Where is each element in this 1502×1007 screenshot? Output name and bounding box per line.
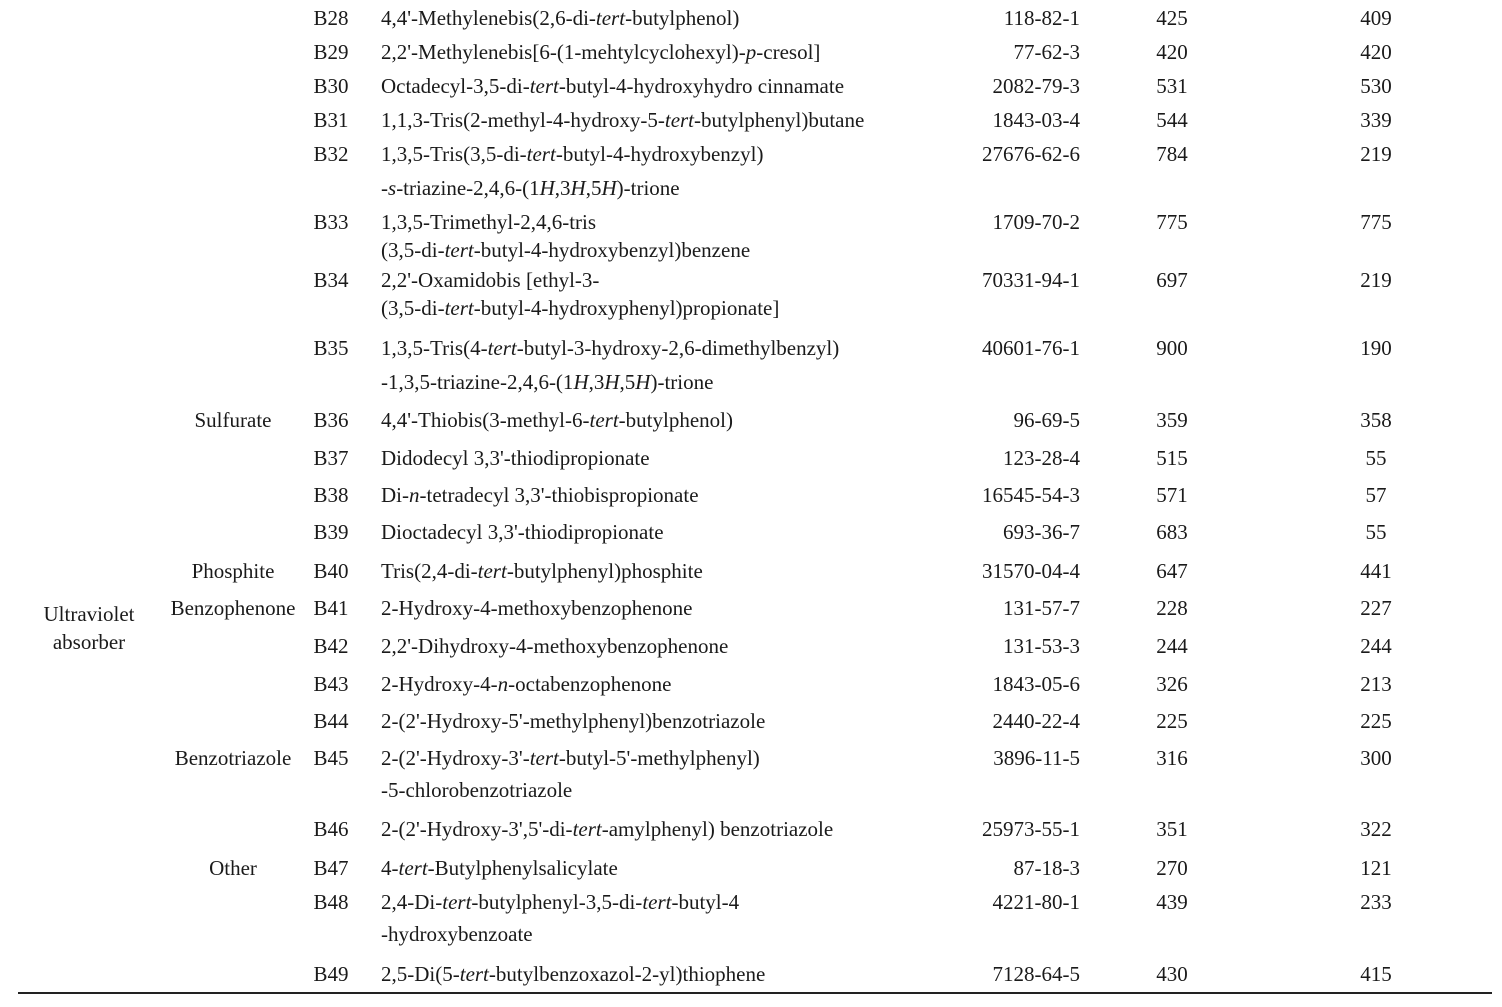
- compound-name-continued: [381, 368, 713, 396]
- compound-id: B37: [313, 446, 349, 470]
- compound-name-continued: [381, 776, 572, 804]
- quantifier-ion: 219: [1360, 268, 1392, 292]
- quantifier-ion: 190: [1360, 336, 1392, 360]
- quantifier-ion: 225: [1360, 709, 1392, 733]
- compound-id: B38: [313, 483, 349, 507]
- compound-id: B35: [313, 336, 349, 360]
- name-segment: H: [570, 176, 586, 200]
- name-segment: -5-chlorobenzotriazole: [381, 778, 573, 802]
- compound-name: [381, 518, 664, 546]
- name-segment: H: [573, 370, 589, 394]
- name-segment: 1,3,5-Tris(3,5-di-: [381, 142, 527, 166]
- name-segment: Didodecyl 3,3'-thiodipropionate: [381, 446, 650, 470]
- name-segment: tert: [589, 408, 619, 432]
- name-segment: -Butylphenylsalicylate: [427, 856, 618, 880]
- name-segment: tert: [444, 296, 474, 320]
- name-segment: H: [604, 370, 620, 394]
- compound-name: [381, 266, 599, 294]
- compound-id: B33: [313, 210, 349, 234]
- subcategory-label: Benzophenone: [170, 596, 296, 620]
- cas-number: 131-57-7: [1003, 596, 1080, 620]
- molecular-weight: 351: [1156, 817, 1188, 841]
- name-segment: tert: [487, 336, 517, 360]
- name-segment: -triazine-2,4,6-(1: [396, 176, 540, 200]
- molecular-weight: 697: [1156, 268, 1188, 292]
- quantifier-ion: 300: [1360, 746, 1392, 770]
- cas-number: 70331-94-1: [982, 268, 1080, 292]
- quantifier-ion: 358: [1360, 408, 1392, 432]
- compound-name-continued: [381, 294, 779, 322]
- name-segment: 2,4-Di-: [381, 890, 443, 914]
- name-segment: tert: [442, 890, 472, 914]
- compound-id: B34: [313, 268, 349, 292]
- name-segment: 2,2'-Oxamidobis [ethyl-3-: [381, 268, 600, 292]
- compound-name: [381, 888, 739, 916]
- molecular-weight: 515: [1156, 446, 1188, 470]
- quantifier-ion: 55: [1365, 520, 1387, 544]
- name-segment: 2-Hydroxy-4-methoxybenzophenone: [381, 596, 693, 620]
- name-segment: 1,3,5-Tris(4-: [381, 336, 488, 360]
- compound-id: B32: [313, 142, 349, 166]
- quantifier-ion: 227: [1360, 596, 1392, 620]
- molecular-weight: 316: [1156, 746, 1188, 770]
- compound-name-continued: [381, 174, 680, 202]
- cas-number: 131-53-3: [1003, 634, 1080, 658]
- name-segment: -butylphenyl-3,5-di-: [471, 890, 643, 914]
- name-segment: H: [601, 176, 617, 200]
- name-segment: -butyl-4-hydroxybenzyl): [555, 142, 764, 166]
- name-segment: -butyl-4-hydroxyhydro cinnamate: [558, 74, 845, 98]
- cas-number: 118-82-1: [1003, 6, 1080, 30]
- name-segment: 2,2'-Methylenebis[6-(1-mehtylcyclohexyl)-: [381, 40, 746, 64]
- molecular-weight: 775: [1156, 210, 1188, 234]
- name-segment: H: [635, 370, 651, 394]
- compound-id: B41: [313, 596, 349, 620]
- compound-name: [381, 38, 820, 66]
- compound-name: [381, 481, 699, 509]
- name-segment: -1,3,5-triazine-2,4,6-(1: [381, 370, 574, 394]
- name-segment: tert: [572, 817, 602, 841]
- name-segment: tert: [477, 559, 507, 583]
- name-segment: 2-Hydroxy-4-: [381, 672, 498, 696]
- cas-number: 31570-04-4: [982, 559, 1080, 583]
- quantifier-ion: 233: [1360, 890, 1392, 914]
- quantifier-ion: 530: [1360, 74, 1392, 98]
- name-segment: tert: [444, 238, 474, 262]
- name-segment: tert: [595, 6, 626, 30]
- quantifier-ion: 213: [1360, 672, 1392, 696]
- name-segment: -butylphenol): [618, 408, 733, 432]
- compound-name: [381, 557, 703, 585]
- quantifier-ion: 415: [1360, 962, 1392, 986]
- compound-name-continued: [381, 236, 750, 264]
- cas-number: 4221-80-1: [992, 890, 1080, 914]
- name-segment: )-trione: [616, 176, 680, 200]
- cas-number: 77-62-3: [1013, 40, 1080, 64]
- molecular-weight: 647: [1156, 559, 1188, 583]
- molecular-weight: 430: [1156, 962, 1188, 986]
- compound-name-continued: [381, 920, 533, 948]
- name-segment: ,5: [619, 370, 636, 394]
- name-segment: -tetradecyl 3,3'-thiobispropionate: [419, 483, 699, 507]
- molecular-weight: 359: [1156, 408, 1188, 432]
- name-segment: 4,4'-Thiobis(3-methyl-6-: [381, 408, 590, 432]
- cas-number: 1843-03-4: [992, 108, 1080, 132]
- quantifier-ion: 441: [1360, 559, 1392, 583]
- name-segment: tert: [664, 108, 695, 132]
- compound-id: B47: [313, 856, 349, 880]
- compound-id: B49: [313, 962, 349, 986]
- compound-name: [381, 670, 671, 698]
- quantifier-ion: 420: [1360, 40, 1392, 64]
- compound-name: [381, 854, 618, 882]
- name-segment: 4,4'-Methylenebis(2,6-di-: [381, 6, 596, 30]
- quantifier-ion: 55: [1365, 446, 1387, 470]
- name-segment: -butyl-4-hydroxyphenyl)propionate]: [473, 296, 780, 320]
- cas-number: 123-28-4: [1003, 446, 1080, 470]
- quantifier-ion: 322: [1360, 817, 1392, 841]
- compound-name: [381, 72, 844, 100]
- compound-id: B31: [313, 108, 349, 132]
- name-segment: Dioctadecyl 3,3'-thiodipropionate: [381, 520, 664, 544]
- name-segment: tert: [642, 890, 672, 914]
- compound-id: B46: [313, 817, 349, 841]
- compound-name: [381, 960, 765, 988]
- quantifier-ion: 219: [1360, 142, 1392, 166]
- name-segment: -butylbenzoxazol-2-yl)thiophene: [488, 962, 766, 986]
- cas-number: 2440-22-4: [992, 709, 1080, 733]
- compound-name: [381, 106, 864, 134]
- quantifier-ion: 409: [1360, 6, 1392, 30]
- name-segment: 2,2'-Dihydroxy-4-methoxybenzophenone: [381, 634, 729, 658]
- quantifier-ion: 57: [1365, 483, 1387, 507]
- name-segment: -octabenzophenone: [508, 672, 672, 696]
- name-segment: tert: [459, 962, 489, 986]
- category-label-line1: Ultraviolet: [43, 602, 135, 626]
- molecular-weight: 326: [1156, 672, 1188, 696]
- name-segment: Di-: [381, 483, 409, 507]
- molecular-weight: 784: [1156, 142, 1188, 166]
- name-segment: tert: [398, 856, 428, 880]
- molecular-weight: 531: [1156, 74, 1188, 98]
- compound-name: [381, 334, 839, 362]
- subcategory-label: Benzotriazole: [174, 746, 292, 770]
- compound-name: [381, 815, 833, 843]
- name-segment: -hydroxybenzoate: [381, 922, 533, 946]
- compound-id: B45: [313, 746, 349, 770]
- compound-id: B29: [313, 40, 349, 64]
- molecular-weight: 244: [1156, 634, 1188, 658]
- cas-number: 25973-55-1: [982, 817, 1080, 841]
- compound-id: B42: [313, 634, 349, 658]
- cas-number: 2082-79-3: [992, 74, 1080, 98]
- name-segment: -butylphenyl)phosphite: [506, 559, 703, 583]
- compound-name: [381, 632, 728, 660]
- compound-name: [381, 707, 765, 735]
- name-segment: n: [497, 672, 509, 696]
- cas-number: 3896-11-5: [993, 746, 1080, 770]
- name-segment: (3,5-di-: [381, 238, 445, 262]
- name-segment: H: [539, 176, 555, 200]
- name-segment: 4-: [381, 856, 399, 880]
- name-segment: -butyl-5'-methylphenyl): [558, 746, 760, 770]
- subcategory-label: Sulfurate: [194, 408, 272, 432]
- table-bottom-rule: [18, 992, 1492, 994]
- molecular-weight: 900: [1156, 336, 1188, 360]
- name-segment: -cresol]: [756, 40, 821, 64]
- compound-id: B44: [313, 709, 349, 733]
- compound-name: [381, 208, 596, 236]
- name-segment: n: [409, 483, 420, 507]
- molecular-weight: 420: [1156, 40, 1188, 64]
- compound-name: [381, 594, 692, 622]
- cas-number: 7128-64-5: [992, 962, 1080, 986]
- name-segment: 2-(2'-Hydroxy-3',5'-di-: [381, 817, 573, 841]
- name-segment: 2,5-Di(5-: [381, 962, 460, 986]
- name-segment: -butyl-3-hydroxy-2,6-dimethylbenzyl): [516, 336, 840, 360]
- molecular-weight: 425: [1156, 6, 1188, 30]
- name-segment: tert: [529, 746, 559, 770]
- name-segment: Octadecyl-3,5-di-: [381, 74, 530, 98]
- compound-id: B30: [313, 74, 349, 98]
- compound-name: [381, 444, 650, 472]
- name-segment: Tris(2,4-di-: [381, 559, 478, 583]
- compound-id: B40: [313, 559, 349, 583]
- quantifier-ion: 339: [1360, 108, 1392, 132]
- molecular-weight: 571: [1156, 483, 1188, 507]
- molecular-weight: 225: [1156, 709, 1188, 733]
- cas-number: 40601-76-1: [982, 336, 1080, 360]
- molecular-weight: 270: [1156, 856, 1188, 880]
- name-segment: -: [381, 176, 388, 200]
- compound-id: B43: [313, 672, 349, 696]
- name-segment: tert: [529, 74, 559, 98]
- subcategory-label: Other: [209, 856, 257, 880]
- name-segment: (3,5-di-: [381, 296, 445, 320]
- name-segment: p: [745, 40, 757, 64]
- compound-name: [381, 744, 760, 772]
- molecular-weight: 439: [1156, 890, 1188, 914]
- cas-number: 96-69-5: [1013, 408, 1080, 432]
- cas-number: 87-18-3: [1013, 856, 1080, 880]
- cas-number: 1709-70-2: [992, 210, 1080, 234]
- molecular-weight: 544: [1156, 108, 1188, 132]
- subcategory-label: Phosphite: [191, 559, 275, 583]
- cas-number: 693-36-7: [1003, 520, 1080, 544]
- name-segment: -amylphenyl) benzotriazole: [601, 817, 834, 841]
- cas-number: 16545-54-3: [982, 483, 1080, 507]
- molecular-weight: 228: [1156, 596, 1188, 620]
- quantifier-ion: 775: [1360, 210, 1392, 234]
- compound-id: B36: [313, 408, 349, 432]
- name-segment: -butyl-4-hydroxybenzyl)benzene: [473, 238, 751, 262]
- molecular-weight: 683: [1156, 520, 1188, 544]
- name-segment: ,5: [585, 176, 602, 200]
- category-label-line2: absorber: [52, 630, 126, 654]
- quantifier-ion: 121: [1360, 856, 1392, 880]
- name-segment: 2-(2'-Hydroxy-5'-methylphenyl)benzotriazole: [381, 709, 766, 733]
- compound-id: B48: [313, 890, 349, 914]
- name-segment: 1,3,5-Trimethyl-2,4,6-tris: [381, 210, 597, 234]
- name-segment: )-trione: [650, 370, 714, 394]
- name-segment: 1,1,3-Tris(2-methyl-4-hydroxy-5-: [381, 108, 665, 132]
- compound-id: B39: [313, 520, 349, 544]
- compound-name: [381, 140, 763, 168]
- name-segment: 2-(2'-Hydroxy-3'-: [381, 746, 530, 770]
- name-segment: -butylphenol): [625, 6, 740, 30]
- cas-number: 27676-62-6: [982, 142, 1080, 166]
- name-segment: -butyl-4: [671, 890, 740, 914]
- name-segment: tert: [526, 142, 556, 166]
- name-segment: ,3: [554, 176, 571, 200]
- name-segment: s: [388, 176, 397, 200]
- cas-number: 1843-05-6: [992, 672, 1080, 696]
- name-segment: ,3: [588, 370, 605, 394]
- name-segment: -butylphenyl)butane: [694, 108, 865, 132]
- compound-name: [381, 406, 733, 434]
- compound-id: B28: [313, 6, 349, 30]
- compound-name: [381, 4, 739, 32]
- quantifier-ion: 244: [1360, 634, 1392, 658]
